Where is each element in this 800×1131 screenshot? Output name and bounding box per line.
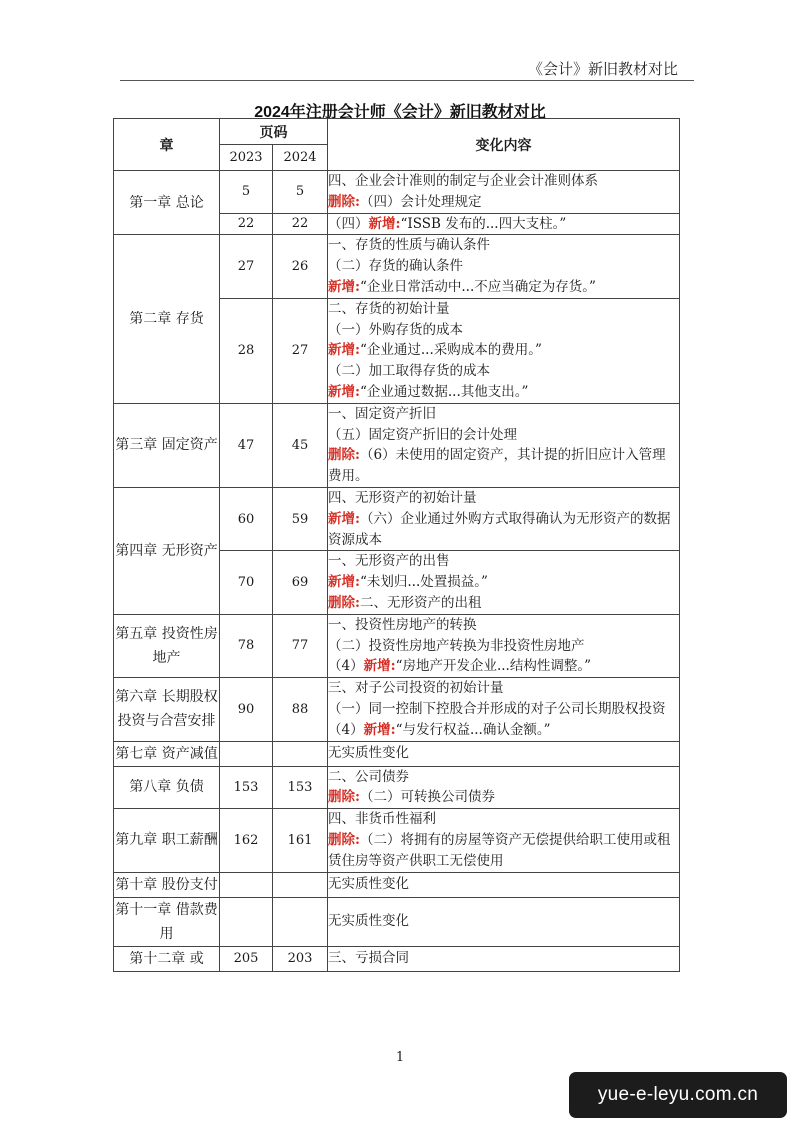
page-2023: 78 — [220, 614, 273, 677]
line-text: （二）将拥有的房屋等资产无偿提供给职工使用或租赁住房等资产供职工无偿使用 — [328, 831, 671, 869]
line-text: （五）固定资产折旧的会计处理 — [328, 426, 517, 443]
line-text: 一、投资性房地产的转换 — [328, 616, 477, 633]
chapter-name: 第八章 负债 — [114, 766, 220, 809]
chapter-name: 第一章 总论 — [114, 171, 220, 235]
content-line — [328, 572, 679, 593]
deleted-tag: 删除: — [328, 447, 360, 464]
added-tag: 新增: — [368, 215, 401, 232]
table-row — [114, 809, 680, 872]
content-line — [328, 699, 679, 720]
content-line — [328, 636, 679, 657]
chapter-name: 第十一章 借款费用 — [114, 897, 220, 946]
line-text: “企业通过...采购成本的费用。” — [359, 342, 542, 359]
content-line — [328, 911, 679, 932]
page-2023: 27 — [220, 235, 273, 298]
change-content — [328, 741, 680, 766]
page-2023: 153 — [220, 766, 273, 809]
table-row — [114, 766, 680, 809]
content-line — [328, 656, 679, 677]
change-content — [328, 678, 680, 741]
line-text: （二）投资性房地产转换为非投资性房地产 — [328, 637, 585, 654]
line-text: 四、无形资产的初始计量 — [328, 489, 477, 506]
line-text: （二）可转换公司债券 — [359, 789, 495, 806]
chapter-name: 第十二章 或 — [114, 946, 220, 971]
content-line — [328, 425, 679, 446]
line-text: （6）未使用的固定资产，其计提的折旧应计入管理费用。 — [328, 447, 666, 485]
change-content — [328, 213, 680, 235]
line-text: “与发行权益...确认金额。” — [395, 721, 551, 738]
line-text: 二、无形资产的出租 — [359, 594, 482, 611]
page-2024: 22 — [273, 213, 328, 235]
page-2024: 77 — [273, 614, 328, 677]
content-line — [328, 382, 679, 403]
chapter-name: 第十章 股份支付 — [114, 872, 220, 897]
change-content — [328, 487, 680, 550]
line-prefix: （四） — [328, 215, 369, 232]
content-line — [328, 678, 679, 699]
line-text: （一）外购存货的成本 — [328, 321, 463, 338]
content-line — [328, 551, 679, 572]
added-tag: 新增: — [328, 278, 360, 295]
page-2023: 28 — [220, 298, 273, 403]
added-tag: 新增: — [363, 658, 396, 675]
change-content — [328, 403, 680, 487]
line-text: “ISSB 发布的...四大支柱。” — [400, 215, 567, 232]
line-text: 无实质性变化 — [328, 745, 409, 762]
content-line — [328, 767, 679, 788]
table-row — [114, 403, 680, 487]
change-content — [328, 766, 680, 809]
page-2023 — [220, 872, 273, 897]
change-content — [328, 614, 680, 677]
content-line — [328, 235, 679, 256]
chapter-name: 第五章 投资性房地产 — [114, 614, 220, 677]
change-content — [328, 809, 680, 872]
line-prefix: （4） — [328, 658, 364, 675]
line-text: 一、存货的性质与确认条件 — [328, 237, 490, 254]
document-title: 2024年注册会计师《会计》新旧教材对比 — [254, 104, 546, 121]
deleted-tag: 删除: — [328, 193, 360, 210]
page-2023: 162 — [220, 809, 273, 872]
line-text: 无实质性变化 — [328, 913, 409, 930]
line-text: 四、非货币性福利 — [328, 811, 436, 828]
chapter-name: 第二章 存货 — [114, 235, 220, 403]
change-content — [328, 235, 680, 298]
header-2023: 2023 — [220, 145, 273, 171]
change-content — [328, 298, 680, 403]
page-2023 — [220, 741, 273, 766]
content-line — [328, 874, 679, 895]
table-row — [114, 946, 680, 971]
change-content — [328, 551, 680, 614]
line-text: “未划归...处置损益。” — [359, 574, 488, 591]
table-row — [114, 171, 680, 214]
change-content — [328, 946, 680, 971]
chapter-name: 第九章 职工薪酬 — [114, 809, 220, 872]
header-content: 变化内容 — [328, 119, 680, 171]
line-text: “企业通过数据...其他支出。” — [359, 383, 529, 400]
line-text: 一、固定资产折旧 — [328, 405, 436, 422]
comparison-table — [113, 118, 680, 972]
page-2023: 5 — [220, 171, 273, 214]
content-line — [328, 830, 679, 872]
header-page: 页码 — [220, 119, 328, 145]
running-header: 《会计》新旧教材对比 — [527, 61, 678, 78]
added-tag: 新增: — [328, 383, 360, 400]
line-text: （四）会计处理规定 — [359, 193, 482, 210]
content-line — [328, 720, 679, 741]
line-text: 无实质性变化 — [328, 876, 409, 893]
line-text: （二）加工取得存货的成本 — [328, 363, 490, 380]
page-number: 1 — [395, 1050, 405, 1065]
line-text: （二）存货的确认条件 — [328, 258, 463, 275]
line-text: 三、亏损合同 — [328, 950, 409, 967]
page-2024: 153 — [273, 766, 328, 809]
content-line — [328, 509, 679, 551]
content-line — [328, 743, 679, 764]
added-tag: 新增: — [328, 574, 360, 591]
content-line — [328, 320, 679, 341]
change-content — [328, 897, 680, 946]
line-text: 二、公司债券 — [328, 768, 409, 785]
change-content — [328, 171, 680, 214]
page-2024 — [273, 897, 328, 946]
table-row — [114, 487, 680, 550]
table-body — [114, 171, 680, 972]
page-2024: 59 — [273, 487, 328, 550]
table-row — [114, 235, 680, 298]
deleted-tag: 删除: — [328, 831, 360, 848]
line-text: “企业日常活动中...不应当确定为存货。” — [359, 278, 596, 295]
content-line — [328, 171, 679, 192]
line-prefix: （4） — [328, 721, 364, 738]
page-2024: 27 — [273, 298, 328, 403]
chapter-name: 第六章 长期股权投资与合营安排 — [114, 678, 220, 741]
page-2023: 70 — [220, 551, 273, 614]
deleted-tag: 删除: — [328, 594, 360, 611]
content-line — [328, 361, 679, 382]
table-row — [114, 872, 680, 897]
chapter-name: 第七章 资产减值 — [114, 741, 220, 766]
content-line — [328, 404, 679, 425]
content-line — [328, 277, 679, 298]
content-line — [328, 340, 679, 361]
content-line — [328, 948, 679, 969]
content-line — [328, 787, 679, 808]
table-row — [114, 897, 680, 946]
content-line — [328, 214, 679, 235]
deleted-tag: 删除: — [328, 789, 360, 806]
content-line — [328, 299, 679, 320]
page-2024: 203 — [273, 946, 328, 971]
line-text: 四、企业会计准则的制定与企业会计准则体系 — [328, 173, 598, 189]
page-2024 — [273, 872, 328, 897]
content-line — [328, 488, 679, 509]
content-line — [328, 809, 679, 830]
content-line — [328, 445, 679, 487]
line-text: 一、无形资产的出售 — [328, 553, 450, 570]
table-row — [114, 741, 680, 766]
page-2024: 26 — [273, 235, 328, 298]
header-chapter: 章 — [114, 119, 220, 171]
page-2024: 161 — [273, 809, 328, 872]
page-2024: 69 — [273, 551, 328, 614]
chapter-name: 第四章 无形资产 — [114, 487, 220, 614]
content-line — [328, 593, 679, 614]
page-2023: 60 — [220, 487, 273, 550]
page-2023: 90 — [220, 678, 273, 741]
page-2024: 45 — [273, 403, 328, 487]
added-tag: 新增: — [328, 342, 360, 359]
line-text: （一）同一控制下控股合并形成的对子公司长期股权投资 — [328, 700, 666, 717]
change-content — [328, 872, 680, 897]
line-text: 二、存货的初始计量 — [328, 300, 450, 317]
content-line — [328, 615, 679, 636]
content-line — [328, 192, 679, 213]
content-line — [328, 256, 679, 277]
line-text: 三、对子公司投资的初始计量 — [328, 680, 504, 697]
header-2024: 2024 — [273, 145, 328, 171]
page-2024: 88 — [273, 678, 328, 741]
page-2024 — [273, 741, 328, 766]
header-rule — [120, 80, 694, 81]
page-2023: 22 — [220, 213, 273, 235]
line-text: （六）企业通过外购方式取得确认为无形资产的数据资源成本 — [328, 510, 671, 548]
line-text: “房地产开发企业...结构性调整。” — [395, 658, 592, 675]
table-row — [114, 678, 680, 741]
watermark: yue-e-leyu.com.cn — [569, 1072, 787, 1118]
chapter-name: 第三章 固定资产 — [114, 403, 220, 487]
table-row — [114, 614, 680, 677]
page-2024: 5 — [273, 171, 328, 214]
added-tag: 新增: — [363, 721, 396, 738]
added-tag: 新增: — [328, 510, 360, 527]
page-2023: 205 — [220, 946, 273, 971]
page-2023 — [220, 897, 273, 946]
page-2023: 47 — [220, 403, 273, 487]
